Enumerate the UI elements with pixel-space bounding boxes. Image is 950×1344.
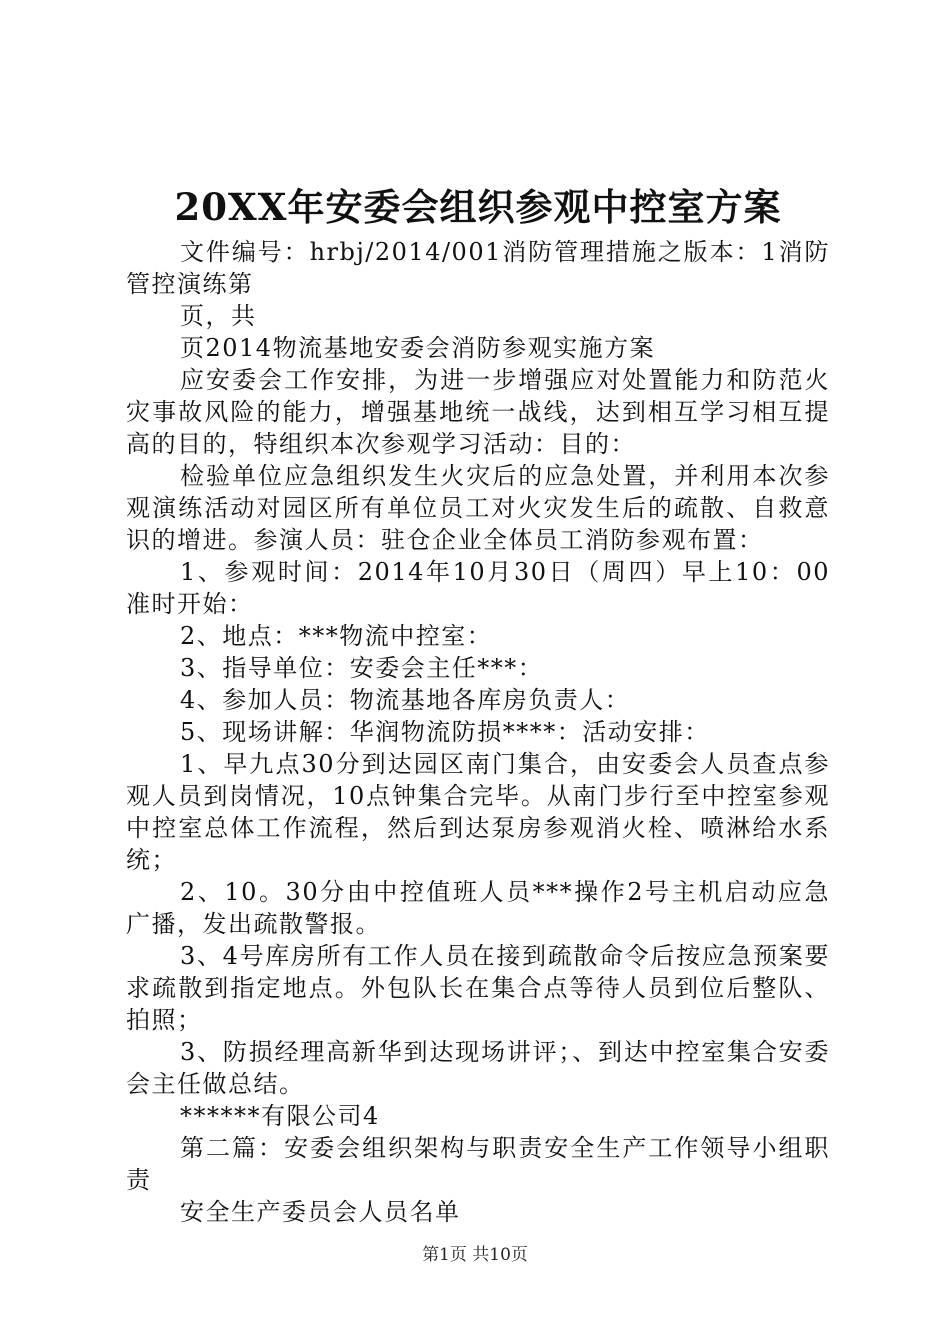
paragraph: 1、参观时间：2014年10月30日（周四）早上10：00准时开始： [126,558,830,618]
page-footer: 第1页 共10页 [422,1245,528,1265]
paragraph: 页，共 [180,302,257,330]
document-body [126,236,830,1228]
paragraph: 4、参加人员：物流基地各库房负责人： [180,686,631,714]
paragraph: 1、早九点30分到达园区南门集合，由安委会人员查点参观人员到岗情况，10点钟集合完毕。从南门步行至中控室参观中控室总体工作流程，然后到达泵房参观消火栓、喷淋给水系统； [126,750,830,874]
paragraph: 3、4号库房所有工作人员在接到疏散命令后按应急预案要求疏散到指定地点。外包队长在集合点等待人员到位后整队、拍照； [126,942,830,1034]
paragraph: 第二篇：安委会组织架构与职责安全生产工作领导小组职责 [126,1134,830,1194]
paragraph: 应安委会工作安排，为进一步增强应对处置能力和防范火灾事故风险的能力，增强基地统一战线，达到相互学习相互提高的目的，特组织本次参观学习活动：目的： [126,366,830,458]
paragraph: 页2014物流基地安委会消防参观实施方案 [180,334,656,362]
paragraph: 2、10。30分由中控值班人员***操作2号主机启动应急广播，发出疏散警报。 [126,878,830,938]
paragraph: 5、现场讲解：华润物流防损****：活动安排： [180,718,710,746]
paragraph: ******有限公司4 [180,1102,380,1130]
paragraph: 2、地点：***物流中控室： [180,622,493,650]
paragraph: 文件编号：hrbj/2014/001消防管理措施之版本：1消防管控演练第 [126,238,830,298]
paragraph: 3、指导单位：安委会主任***： [180,654,544,682]
paragraph: 安全生产委员会人员名单 [180,1198,461,1226]
paragraph: 3、防损经理高新华到达现场讲评；、到达中控室集合安委会主任做总结。 [126,1038,830,1098]
paragraph: 检验单位应急组织发生火灾后的应急处置，并利用本次参观演练活动对园区所有单位员工对火灾发生后的疏散、自救意识的增进。参演人员：驻仓企业全体员工消防参观布置： [126,462,830,554]
document-title: 20XX年安委会组织参观中控室方案 [174,185,782,229]
